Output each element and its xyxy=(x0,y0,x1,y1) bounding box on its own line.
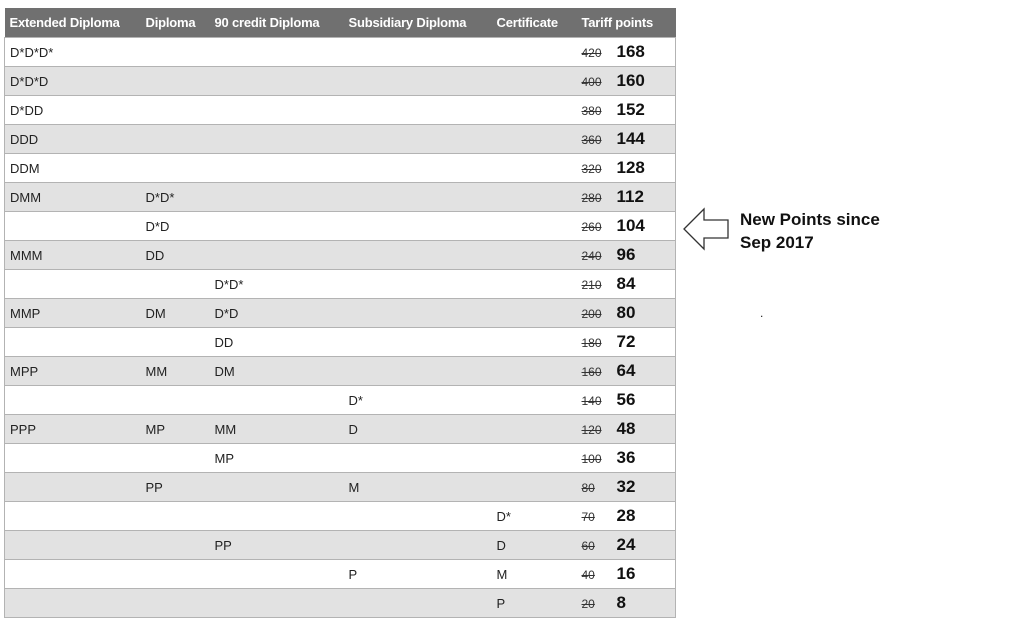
diploma-cell xyxy=(141,531,210,560)
subsidiary-diploma-cell xyxy=(344,67,492,96)
tariff-points-cell xyxy=(577,38,676,67)
certificate-cell xyxy=(492,386,577,415)
table-row xyxy=(5,328,676,357)
header-certificate: Certificate xyxy=(492,8,577,38)
old-tariff-points: 320 xyxy=(581,162,602,176)
table-row xyxy=(5,125,676,154)
diploma-cell xyxy=(141,67,210,96)
credit-90-diploma-cell: D*D xyxy=(210,299,344,328)
subsidiary-diploma-cell xyxy=(344,270,492,299)
tariff-points-cell xyxy=(577,183,676,212)
old-tariff-points: 60 xyxy=(581,539,595,553)
tariff-points-cell xyxy=(577,357,676,386)
diploma-cell xyxy=(141,38,210,67)
header-subsidiary-diploma: Subsidiary Diploma xyxy=(344,8,492,38)
left-arrow-outline-icon xyxy=(682,207,732,251)
table-row xyxy=(5,531,676,560)
subsidiary-diploma-cell: M xyxy=(344,473,492,502)
subsidiary-diploma-cell xyxy=(344,183,492,212)
extended-diploma-cell: MMP xyxy=(5,299,141,328)
note-line-2: Sep 2017 xyxy=(740,233,814,252)
new-tariff-points: 168 xyxy=(616,42,645,61)
tariff-points-cell xyxy=(577,212,676,241)
subsidiary-diploma-cell xyxy=(344,38,492,67)
new-tariff-points: 56 xyxy=(616,390,636,409)
credit-90-diploma-cell: DM xyxy=(210,357,344,386)
new-tariff-points: 36 xyxy=(616,448,636,467)
table-row xyxy=(5,299,676,328)
certificate-cell xyxy=(492,473,577,502)
extended-diploma-cell: DDM xyxy=(5,154,141,183)
certificate-cell xyxy=(492,328,577,357)
diploma-cell: DD xyxy=(141,241,210,270)
diploma-cell xyxy=(141,125,210,154)
extended-diploma-cell xyxy=(5,212,141,241)
old-tariff-points: 400 xyxy=(581,75,602,89)
credit-90-diploma-cell xyxy=(210,589,344,618)
table-row xyxy=(5,67,676,96)
certificate-cell xyxy=(492,299,577,328)
certificate-cell xyxy=(492,212,577,241)
tariff-points-cell xyxy=(577,241,676,270)
extended-diploma-cell: DDD xyxy=(5,125,141,154)
old-tariff-points: 240 xyxy=(581,249,602,263)
credit-90-diploma-cell xyxy=(210,38,344,67)
header-row xyxy=(5,8,676,38)
old-tariff-points: 210 xyxy=(581,278,602,292)
old-tariff-points: 260 xyxy=(581,220,602,234)
tariff-points-cell xyxy=(577,589,676,618)
certificate-cell xyxy=(492,96,577,125)
subsidiary-diploma-cell: D* xyxy=(344,386,492,415)
credit-90-diploma-cell xyxy=(210,183,344,212)
tariff-points-cell xyxy=(577,502,676,531)
certificate-cell xyxy=(492,357,577,386)
certificate-cell xyxy=(492,67,577,96)
credit-90-diploma-cell xyxy=(210,473,344,502)
credit-90-diploma-cell xyxy=(210,67,344,96)
tariff-points-cell xyxy=(577,67,676,96)
credit-90-diploma-cell: D*D* xyxy=(210,270,344,299)
table-row xyxy=(5,589,676,618)
old-tariff-points: 200 xyxy=(581,307,602,321)
new-tariff-points: 144 xyxy=(616,129,645,148)
extended-diploma-cell: MMM xyxy=(5,241,141,270)
tariff-points-cell xyxy=(577,531,676,560)
diploma-cell xyxy=(141,270,210,299)
extended-diploma-cell: MPP xyxy=(5,357,141,386)
extended-diploma-cell xyxy=(5,270,141,299)
certificate-cell: P xyxy=(492,589,577,618)
header-90-credit-diploma: 90 credit Diploma xyxy=(210,8,344,38)
table-row xyxy=(5,154,676,183)
tariff-points-cell xyxy=(577,299,676,328)
diploma-cell: D*D xyxy=(141,212,210,241)
certificate-cell xyxy=(492,38,577,67)
tariff-points-cell xyxy=(577,270,676,299)
credit-90-diploma-cell xyxy=(210,125,344,154)
certificate-cell xyxy=(492,241,577,270)
tariff-points-cell xyxy=(577,154,676,183)
subsidiary-diploma-cell xyxy=(344,241,492,270)
certificate-cell xyxy=(492,154,577,183)
tariff-points-cell xyxy=(577,444,676,473)
old-tariff-points: 380 xyxy=(581,104,602,118)
table-row xyxy=(5,473,676,502)
diploma-cell xyxy=(141,328,210,357)
subsidiary-diploma-cell xyxy=(344,154,492,183)
new-tariff-points: 112 xyxy=(616,187,644,206)
new-tariff-points: 128 xyxy=(616,158,645,177)
old-tariff-points: 80 xyxy=(581,481,595,495)
new-tariff-points: 160 xyxy=(616,71,645,90)
old-tariff-points: 280 xyxy=(581,191,602,205)
table-row xyxy=(5,502,676,531)
certificate-cell xyxy=(492,270,577,299)
old-tariff-points: 70 xyxy=(581,510,595,524)
table-row xyxy=(5,212,676,241)
credit-90-diploma-cell xyxy=(210,386,344,415)
old-tariff-points: 100 xyxy=(581,452,602,466)
table-row xyxy=(5,241,676,270)
subsidiary-diploma-cell xyxy=(344,589,492,618)
tariff-points-cell xyxy=(577,96,676,125)
table-row xyxy=(5,183,676,212)
extended-diploma-cell xyxy=(5,502,141,531)
credit-90-diploma-cell: MP xyxy=(210,444,344,473)
tariff-points-cell xyxy=(577,386,676,415)
extended-diploma-cell: PPP xyxy=(5,415,141,444)
diploma-cell: D*D* xyxy=(141,183,210,212)
certificate-cell xyxy=(492,444,577,473)
old-tariff-points: 20 xyxy=(581,597,595,611)
diploma-cell xyxy=(141,560,210,589)
tariff-table xyxy=(4,8,676,618)
new-tariff-points: 16 xyxy=(616,564,636,583)
stray-dot: . xyxy=(760,306,764,320)
tariff-points-cell xyxy=(577,328,676,357)
certificate-cell xyxy=(492,183,577,212)
old-tariff-points: 420 xyxy=(581,46,602,60)
table-body xyxy=(5,38,676,618)
old-tariff-points: 360 xyxy=(581,133,602,147)
credit-90-diploma-cell: PP xyxy=(210,531,344,560)
diploma-cell: DM xyxy=(141,299,210,328)
certificate-cell: D* xyxy=(492,502,577,531)
tariff-points-cell xyxy=(577,473,676,502)
table-row xyxy=(5,96,676,125)
extended-diploma-cell: DMM xyxy=(5,183,141,212)
old-tariff-points: 120 xyxy=(581,423,602,437)
diploma-cell xyxy=(141,96,210,125)
diploma-cell: PP xyxy=(141,473,210,502)
new-tariff-points: 96 xyxy=(616,245,636,264)
subsidiary-diploma-cell xyxy=(344,328,492,357)
credit-90-diploma-cell xyxy=(210,241,344,270)
old-tariff-points: 180 xyxy=(581,336,602,350)
tariff-points-cell xyxy=(577,560,676,589)
extended-diploma-cell xyxy=(5,473,141,502)
header-extended-diploma: Extended Diploma xyxy=(5,8,141,38)
new-tariff-points: 28 xyxy=(616,506,636,525)
diploma-cell xyxy=(141,502,210,531)
extended-diploma-cell xyxy=(5,444,141,473)
credit-90-diploma-cell xyxy=(210,212,344,241)
extended-diploma-cell xyxy=(5,531,141,560)
new-tariff-points: 104 xyxy=(616,216,645,235)
header-tariff-points: Tariff points xyxy=(577,8,676,38)
extended-diploma-cell xyxy=(5,560,141,589)
subsidiary-diploma-cell xyxy=(344,357,492,386)
table-row xyxy=(5,444,676,473)
credit-90-diploma-cell xyxy=(210,154,344,183)
extended-diploma-cell: D*DD xyxy=(5,96,141,125)
table-row xyxy=(5,270,676,299)
subsidiary-diploma-cell xyxy=(344,444,492,473)
table-row xyxy=(5,560,676,589)
new-tariff-points: 80 xyxy=(616,303,636,322)
old-tariff-points: 140 xyxy=(581,394,602,408)
credit-90-diploma-cell: MM xyxy=(210,415,344,444)
credit-90-diploma-cell xyxy=(210,502,344,531)
new-tariff-points: 64 xyxy=(616,361,636,380)
subsidiary-diploma-cell xyxy=(344,212,492,241)
certificate-cell xyxy=(492,415,577,444)
extended-diploma-cell xyxy=(5,386,141,415)
credit-90-diploma-cell xyxy=(210,560,344,589)
new-tariff-points: 84 xyxy=(616,274,636,293)
new-tariff-points: 72 xyxy=(616,332,636,351)
subsidiary-diploma-cell: P xyxy=(344,560,492,589)
old-tariff-points: 160 xyxy=(581,365,602,379)
diploma-cell xyxy=(141,589,210,618)
subsidiary-diploma-cell: D xyxy=(344,415,492,444)
diploma-cell xyxy=(141,154,210,183)
tariff-points-cell xyxy=(577,415,676,444)
subsidiary-diploma-cell xyxy=(344,531,492,560)
diploma-cell: MP xyxy=(141,415,210,444)
subsidiary-diploma-cell xyxy=(344,96,492,125)
header-diploma: Diploma xyxy=(141,8,210,38)
extended-diploma-cell xyxy=(5,328,141,357)
new-tariff-points: 8 xyxy=(616,593,626,612)
new-points-note xyxy=(740,208,880,254)
new-tariff-points: 152 xyxy=(616,100,645,119)
table-row xyxy=(5,357,676,386)
table-row xyxy=(5,415,676,444)
diploma-cell xyxy=(141,444,210,473)
diploma-cell xyxy=(141,386,210,415)
new-tariff-points: 48 xyxy=(616,419,636,438)
table-row xyxy=(5,38,676,67)
subsidiary-diploma-cell xyxy=(344,299,492,328)
certificate-cell: D xyxy=(492,531,577,560)
extended-diploma-cell: D*D*D xyxy=(5,67,141,96)
certificate-cell xyxy=(492,125,577,154)
note-line-1: New Points since xyxy=(740,210,880,229)
extended-diploma-cell: D*D*D* xyxy=(5,38,141,67)
table-row xyxy=(5,386,676,415)
certificate-cell: M xyxy=(492,560,577,589)
tariff-points-cell xyxy=(577,125,676,154)
extended-diploma-cell xyxy=(5,589,141,618)
credit-90-diploma-cell xyxy=(210,96,344,125)
old-tariff-points: 40 xyxy=(581,568,595,582)
new-tariff-points: 32 xyxy=(616,477,636,496)
credit-90-diploma-cell: DD xyxy=(210,328,344,357)
subsidiary-diploma-cell xyxy=(344,502,492,531)
subsidiary-diploma-cell xyxy=(344,125,492,154)
diploma-cell: MM xyxy=(141,357,210,386)
new-tariff-points: 24 xyxy=(616,535,636,554)
